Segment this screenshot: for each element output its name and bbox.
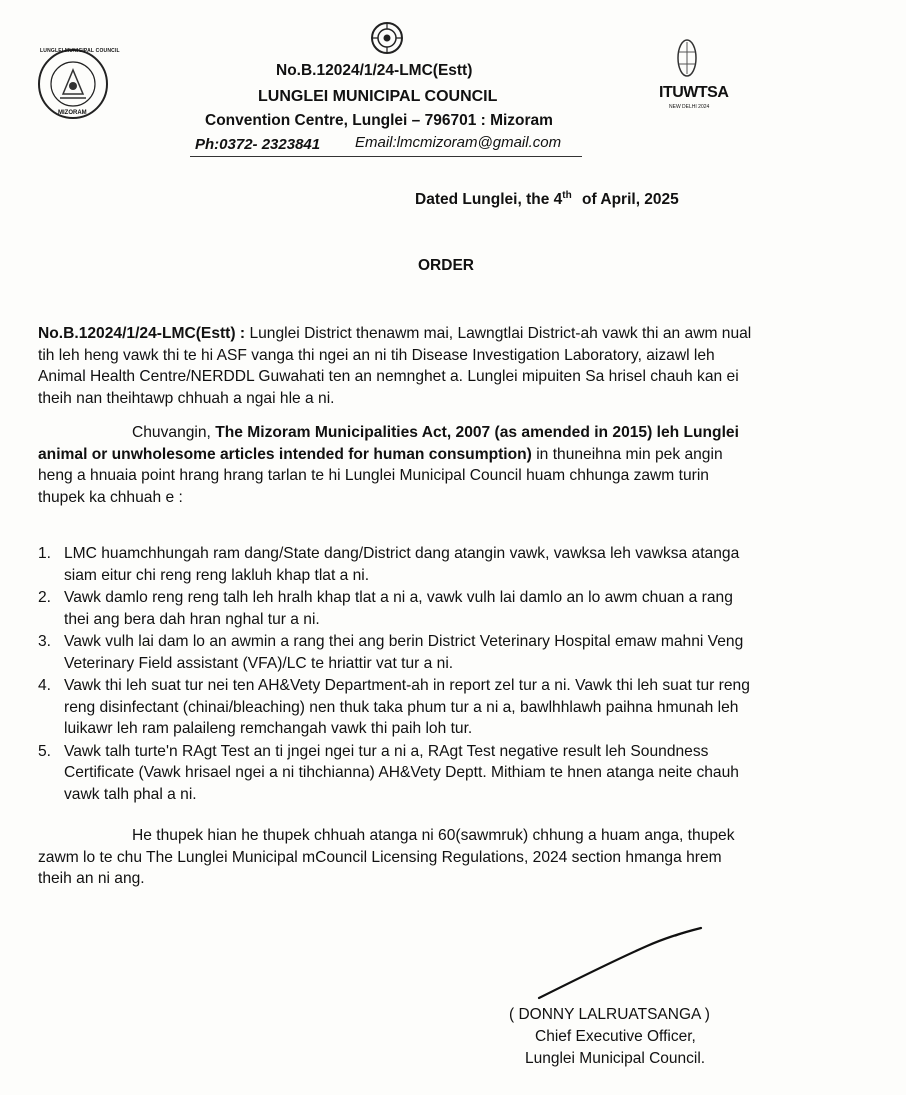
list-item-line: reng disinfectant (chinai/bleaching) nen thuk taka phum tur a ni a, bawlhhlawh paihna hmunah leh — [64, 698, 739, 716]
list-item — [38, 675, 860, 740]
para2-line1-bold: The Mizoram Municipalities Act, 2007 (as amended in 2015) leh Lunglei — [215, 424, 739, 441]
list-item — [38, 631, 860, 674]
signature-block — [509, 1004, 710, 1070]
header-org-name: LUNGLEI MUNICIPAL COUNCIL — [258, 88, 498, 105]
signatory-name: ( DONNY LALRUATSANGA ) — [509, 1006, 710, 1023]
list-item-line: Veterinary Field assistant (VFA)/LC te hriattir vat tur a ni. — [64, 654, 454, 672]
list-item-line: luikawr leh ram palaileng remchangah vawk thi paih loh tur. — [64, 720, 473, 737]
order-date — [415, 190, 679, 209]
paragraph-intro — [38, 323, 868, 409]
list-item-number: 1. — [38, 545, 52, 562]
header-ref-no: No.B.12024/1/24-LMC(Estt) — [276, 62, 473, 79]
list-item-line: Vawk damlo reng reng talh leh hralh khap tlat a ni a, vawk vulh lai damlo an lo awm chuan a rang — [64, 589, 733, 606]
para3-line1: He thupek hian he thupek chhuah atanga ni 60(sawmruk) chhung a huam anga, thupek — [132, 827, 735, 844]
list-item-number: 5. — [38, 742, 52, 760]
list-item-line: Vawk thi leh suat tur nei ten AH&Vety Department-ah in report zel tur a ni. Vawk thi leh suat tur reng — [64, 677, 750, 694]
date-suffix: of April, 2025 — [582, 191, 679, 209]
ituwtsa-logo-text: ITUWTSA — [659, 84, 729, 101]
para2-line5: thupek ka chhuah e : — [38, 488, 183, 506]
state-emblem-logo — [369, 20, 405, 56]
list-item-line: vawk talh phal a ni. — [64, 785, 197, 803]
para2-line1 — [38, 422, 868, 444]
list-item — [38, 543, 860, 586]
para3-line2: zawm lo te chu The Lunglei Municipal mCouncil Licensing Regulations, 2024 section hmanga hrem — [38, 848, 722, 866]
para3-line3: theih an ni ang. — [38, 870, 145, 887]
para1-line3: Animal Health Centre/NERDDL Guwahati ten an nemnghet a. Lunglei mipuiten Sa hrisel chauh kan ei — [38, 368, 739, 385]
signature-mark — [535, 922, 705, 1002]
list-item-line: Certificate (Vawk hrisael ngei a ni tihchianna) AH&Vety Deptt. Mithiam te hnen atanga neite chauh — [64, 764, 739, 781]
paragraph-validity — [38, 825, 868, 890]
para1-line1 — [38, 323, 868, 345]
list-item-number: 3. — [38, 633, 52, 650]
para2-line4: heng a hnuaia point hrang hrang tarlan te hi Lunglei Municipal Council huam chhunga zawm turin — [38, 467, 709, 484]
signatory-designation: Chief Executive Officer, — [535, 1028, 696, 1045]
header-email: Email:lmcmizoram@gmail.com — [355, 134, 562, 151]
ituwtsa-logo — [655, 38, 729, 118]
date-prefix: Dated Lunglei, the 4 — [415, 191, 563, 209]
para1-ref: No.B.12024/1/24-LMC(Estt) : — [38, 325, 246, 342]
para2-line3-rest: in thuneihna min pek angin — [536, 445, 723, 463]
para2-line1-start: Chuvangin, — [132, 424, 211, 441]
emblem-text-top: LUNGLEI MUNICIPAL COUNCIL — [40, 48, 120, 54]
para1-line4: theih nan theihtawp chhuah a ngai hle a ni. — [38, 389, 335, 407]
para2-line3-bold: animal or unwholesome articles intended for human consumption) — [38, 445, 532, 463]
para2-line3 — [38, 444, 868, 466]
list-item-number: 4. — [38, 677, 52, 694]
list-item-line: LMC huamchhungah ram dang/State dang/District dang atangin vawk, vawksa leh vawksa atanga — [64, 545, 740, 562]
lmc-emblem-logo — [30, 46, 120, 122]
date-superscript: th — [562, 190, 572, 201]
emblem-text-bottom: MIZORAM — [58, 110, 87, 116]
list-item-line: Vawk talh turte'n RAgt Test an ti jngei ngei tur a ni a, RAgt Test negative result leh Soundness — [64, 742, 709, 760]
list-item-number: 2. — [38, 589, 52, 606]
signatory-org: Lunglei Municipal Council. — [525, 1050, 706, 1067]
list-item — [38, 741, 860, 806]
paragraph-authority — [38, 422, 868, 508]
order-title: ORDER — [418, 257, 474, 274]
header-underline — [190, 156, 582, 157]
header-address: Convention Centre, Lunglei – 796701 : Mizoram — [205, 112, 553, 129]
list-item — [38, 587, 860, 630]
list-item-line: thei ang bera dah hran nghal tur a ni. — [64, 610, 320, 628]
order-points-list — [38, 543, 860, 806]
para1-line1-text: Lunglei District thenawm mai, Lawngtlai District-ah vawk thi an awm nual — [249, 325, 752, 342]
header-phone: Ph:0372- 2323841 — [195, 136, 321, 153]
list-item-line: Vawk vulh lai dam lo an awmin a rang thei ang berin District Veterinary Hospital emaw mahni Veng — [64, 633, 744, 650]
para1-line2: tih leh heng vawk thi te hi ASF vanga thi ngei an ni tih Disease Investigation Laboratory, aizawl leh — [38, 346, 715, 364]
list-item-line: siam eitur chi reng reng lakluh khap tlat a ni. — [64, 566, 370, 584]
ituwtsa-logo-subtext: NEW DELHI 2024 — [669, 104, 710, 110]
